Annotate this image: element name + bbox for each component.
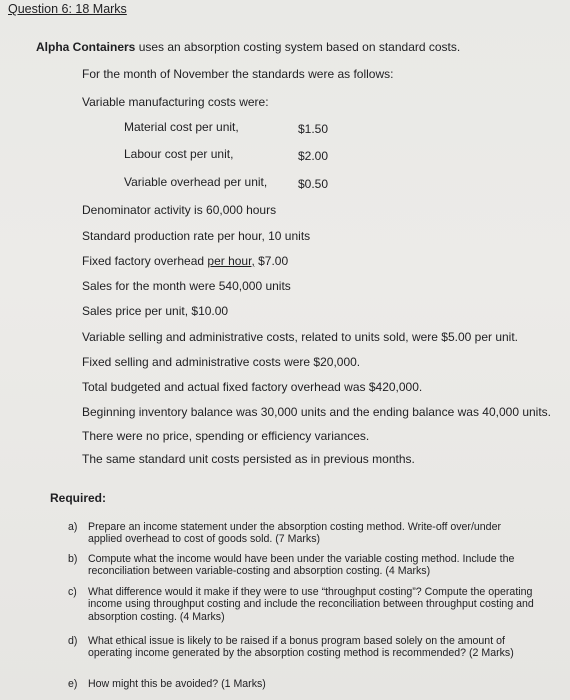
material-cost-label: Material cost per unit,: [124, 120, 239, 134]
standard-production-rate: Standard production rate per hour, 10 units: [82, 229, 311, 243]
question-b: [68, 553, 528, 578]
question-text: Compute what the income would have been under the variable costing method. Include the reconciliation between variable-costing and absorption costing. (4 Marks): [88, 553, 515, 578]
question-e: [68, 678, 488, 690]
variable-overhead-label: Variable overhead per unit,: [124, 175, 268, 189]
sales-price: Sales price per unit, $10.00: [82, 304, 229, 318]
question-a: [68, 521, 538, 546]
material-cost-value: $1.50: [298, 122, 329, 136]
variable-heading: Variable manufacturing costs were:: [82, 95, 269, 109]
question-letter: c): [68, 586, 77, 598]
no-variances: There were no price, spending or efficiency variances.: [82, 429, 370, 443]
question-letter: d): [68, 635, 78, 647]
question-text: What difference would it make if they were to use “throughput costing”? Compute the operating income using throughput costing and include the reconciliation between throughput costing and absorption costing. (4 Marks): [88, 586, 534, 623]
same-standard-costs: The same standard unit costs persisted as in previous months.: [82, 452, 415, 466]
fixed-oh-post: $7.00: [254, 254, 289, 268]
variable-overhead-value: $0.50: [298, 177, 329, 191]
question-c: [68, 586, 546, 623]
labour-cost-value: $2.00: [298, 149, 329, 163]
denominator-activity: Denominator activity is 60,000 hours: [82, 203, 277, 217]
fixed-oh-underlined: per hour,: [207, 254, 255, 268]
company-name: Alpha Containers: [36, 40, 136, 54]
required-label: Required:: [50, 491, 107, 505]
question-letter: b): [68, 553, 78, 565]
inventory-balance: Beginning inventory balance was 30,000 units and the ending balance was 40,000 units.: [82, 405, 552, 419]
labour-cost-label: Labour cost per unit,: [124, 147, 234, 161]
fixed-selling-costs: Fixed selling and administrative costs were $20,000.: [82, 355, 361, 369]
fixed-factory-overhead: [82, 254, 288, 268]
question-text: Prepare an income statement under the absorption costing method. Write-off over/under applied overhead to cost of goods sold. (7 Marks): [88, 521, 501, 546]
question-letter: e): [68, 678, 78, 690]
intro-rest: uses an absorption costing system based on standard costs.: [135, 40, 461, 54]
standards-intro: For the month of November the standards were as follows:: [82, 67, 394, 81]
question-d: [68, 635, 528, 660]
fixed-factory-overhead-total: Total budgeted and actual fixed factory overhead was $420,000.: [82, 380, 423, 394]
fixed-oh-pre: Fixed factory overhead: [82, 254, 208, 268]
question-text: What ethical issue is likely to be raised if a bonus program based solely on the amount of operating income generated by the absorption costing method is recommended? (2 Marks): [88, 635, 514, 660]
variable-selling-costs: Variable selling and administrative costs, related to units sold, were $5.00 per unit.: [82, 330, 519, 344]
sales-units: Sales for the month were 540,000 units: [82, 279, 291, 293]
intro-text: [36, 40, 460, 54]
question-text: How might this be avoided? (1 Marks): [88, 678, 266, 690]
question-title: Question 6: 18 Marks: [8, 2, 127, 16]
question-letter: a): [68, 521, 78, 533]
